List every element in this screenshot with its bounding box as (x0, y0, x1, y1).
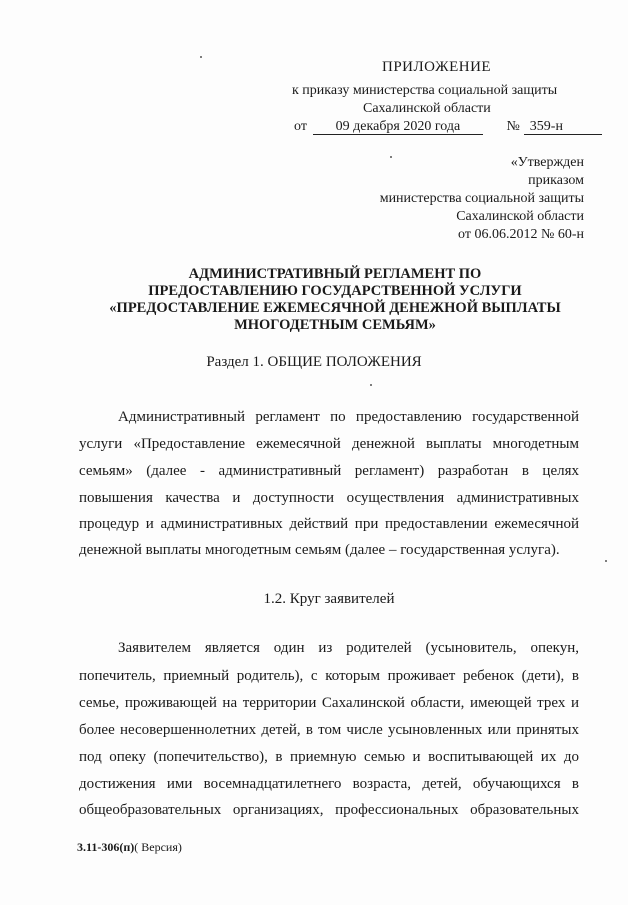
number-label: № (506, 119, 520, 134)
scan-speck (605, 560, 607, 562)
paragraph2-line: достижения ими восемнадцатилетнего возраста, детей, обучающихся в (79, 776, 579, 792)
order-number: 359-н (524, 119, 602, 135)
paragraph1-line: денежной выплаты многодетным семьям (далее – государственная услуга). (79, 542, 560, 558)
scan-speck (200, 56, 202, 58)
paragraph2-line: более несовершеннолетних детей, в том числе усыновленных или принятых (79, 722, 579, 738)
subsection-title: 1.2. Круг заявителей (263, 591, 395, 607)
document-code: 3.11-306(п) (77, 840, 135, 854)
document-footer (77, 840, 182, 855)
approval-line: «Утвержден (510, 155, 584, 170)
document-version: ( Версия) (134, 840, 182, 854)
paragraph1-line: Административный регламент по предоставлению государственной (118, 409, 579, 425)
order-date-number-line (294, 118, 602, 136)
approval-line: Сахалинской области (456, 209, 584, 224)
paragraph2-line: попечитель, приемный родитель), с которым проживает ребенок (дети), в (79, 668, 579, 684)
order-date: 09 декабря 2020 года (313, 119, 483, 135)
order-reference-line: к приказу министерства социальной защиты (292, 83, 558, 98)
paragraph1-line: услуги «Предоставление ежемесячной денежной выплаты многодетным (79, 436, 579, 452)
title-line: АДМИНИСТРАТИВНЫЙ РЕГЛАМЕНТ ПО (188, 266, 482, 282)
region-line: Сахалинской области (363, 101, 491, 116)
from-label: от (294, 119, 307, 134)
approval-line: министерства социальной защиты (379, 191, 584, 206)
appendix-title: ПРИЛОЖЕНИЕ (382, 59, 492, 75)
paragraph2-line: Заявителем является один из родителей (усыновитель, опекун, (118, 640, 579, 656)
approval-line: от 06.06.2012 № 60-н (458, 227, 584, 242)
scan-speck (390, 156, 392, 158)
title-line: «ПРЕДОСТАВЛЕНИЕ ЕЖЕМЕСЯЧНОЙ ДЕНЕЖНОЙ ВЫПЛАТЫ (109, 300, 561, 316)
paragraph1-line: процедур и административных действий при предоставлении ежемесячной (79, 516, 579, 532)
paragraph1-line: повышения качества и доступности осуществления административных (79, 490, 579, 506)
document-title (80, 266, 590, 334)
title-line: МНОГОДЕТНЫМ СЕМЬЯМ» (234, 317, 436, 333)
approval-line: приказом (528, 173, 584, 188)
paragraph2-line: общеобразовательных организациях, профессиональных образовательных (79, 802, 579, 818)
paragraph2-line: семье, проживающей на территории Сахалинской области, имеющей трех и (79, 695, 579, 711)
section-title: Раздел 1. ОБЩИЕ ПОЛОЖЕНИЯ (206, 354, 422, 370)
paragraph1-line: семьям» (далее - административный регламент) разработан в целях (79, 463, 579, 479)
scan-speck (370, 384, 372, 386)
approval-block (380, 154, 584, 244)
paragraph2-line: под опеку (попечительство), в приемную семью и воспитывающей их до (79, 749, 579, 765)
title-line: ПРЕДОСТАВЛЕНИЮ ГОСУДАРСТВЕННОЙ УСЛУГИ (148, 283, 522, 299)
